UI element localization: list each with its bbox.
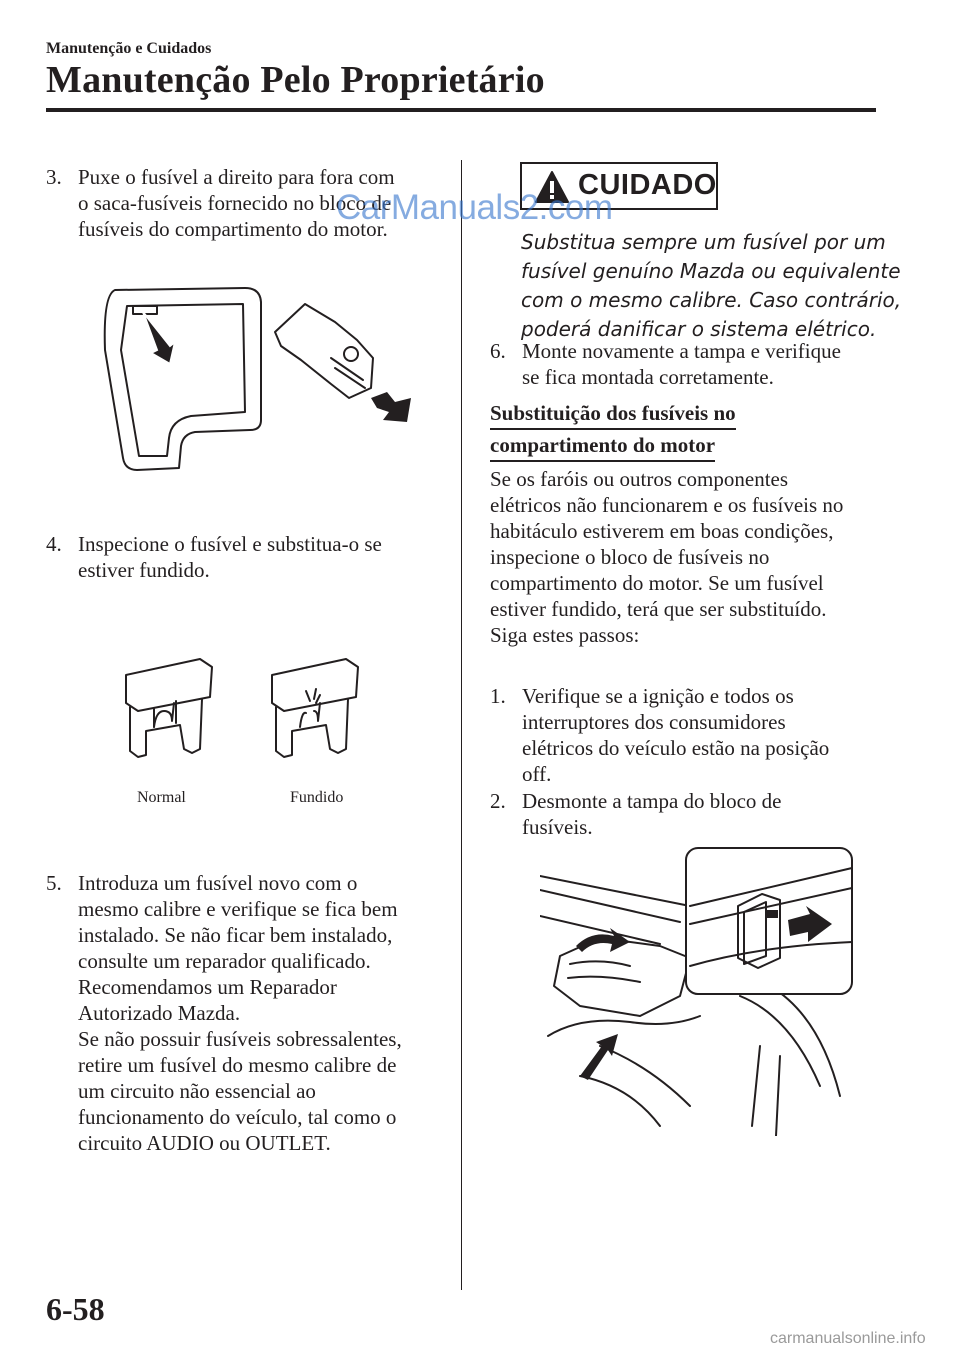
paragraph-line: elétricos não funcionarem e os fusíveis no	[490, 493, 844, 517]
step-number: 1.	[490, 684, 506, 708]
step-line: Verifique se a ignição e todos os	[522, 684, 794, 708]
step-number: 6.	[490, 339, 506, 363]
caution-line: fusível genuíno Mazda ou equivalente	[521, 259, 901, 283]
step-line: um circuito não essencial ao	[78, 1079, 316, 1103]
caution-label: CUIDADO	[578, 169, 717, 201]
fuse-block-cover-illustration	[540, 846, 860, 1136]
step-line: se fica montada corretamente.	[522, 365, 774, 389]
step-text	[522, 788, 782, 840]
step-text	[78, 870, 402, 1156]
step-line: Introduza um fusível novo com o	[78, 871, 358, 895]
step-line: mesmo calibre e verifique se fica bem	[78, 897, 398, 921]
step-line: Recomendamos um Reparador	[78, 975, 337, 999]
step-line: elétricos do veículo estão na posição	[522, 736, 830, 760]
step-line: estiver fundido.	[78, 558, 210, 582]
step-line: Inspecione o fusível e substitua-o se	[78, 532, 382, 556]
step-line: o saca-fusíveis fornecido no bloco de	[78, 191, 392, 215]
fuse-puller-illustration	[95, 280, 425, 500]
step-line: funcionamento do veículo, tal como o	[78, 1105, 397, 1129]
paragraph-line: Se os faróis ou outros componentes	[490, 467, 789, 491]
paragraph-line: habitáculo estiverem em boas condições,	[490, 519, 834, 543]
footer-watermark: carmanualsonline.info	[770, 1330, 926, 1347]
paragraph-line: estiver fundido, terá que ser substituído.	[490, 597, 827, 621]
step-line: retire um fusível do mesmo calibre de	[78, 1053, 397, 1077]
section-label: Manutenção e Cuidados	[46, 40, 212, 57]
step-line: instalado. Se não ficar bem instalado,	[78, 923, 393, 947]
caution-line: Substitua sempre um fusível por um	[521, 230, 886, 254]
step-line: circuito AUDIO ou OUTLET.	[78, 1131, 331, 1155]
step-line: Desmonte a tampa do bloco de	[522, 789, 782, 813]
page-number: 6-58	[46, 1291, 105, 1327]
step-text	[522, 683, 829, 787]
paragraph-line: compartimento do motor. Se um fusível	[490, 571, 824, 595]
blown-fuse-illustration	[266, 655, 366, 765]
step-line: fusíveis do compartimento do motor.	[78, 217, 388, 241]
step-number: 3.	[46, 165, 62, 189]
section-subheading	[490, 400, 736, 462]
paragraph-line: inspecione o bloco de fusíveis no	[490, 545, 770, 569]
paragraph-line: Siga estes passos:	[490, 623, 640, 647]
intro-paragraph	[490, 466, 843, 648]
step-number: 5.	[46, 871, 62, 895]
normal-fuse-illustration	[120, 655, 220, 765]
page-title: Manutenção Pelo Proprietário	[46, 59, 545, 101]
subheading-line: compartimento do motor	[490, 432, 715, 462]
step-line: consulte um reparador qualificado.	[78, 949, 371, 973]
step-line: off.	[522, 762, 552, 786]
step-text	[78, 531, 382, 583]
watermark: CarManuals2.com	[336, 188, 613, 227]
step-text	[522, 338, 841, 390]
step-line: Se não possuir fusíveis sobressalentes,	[78, 1027, 402, 1051]
step-line: Puxe o fusível a direito para fora com	[78, 165, 395, 189]
step-number: 4.	[46, 532, 62, 556]
caution-line: com o mesmo calibre. Caso contrário,	[521, 288, 902, 312]
title-rule	[46, 108, 876, 112]
normal-fuse-caption: Normal	[137, 789, 186, 806]
column-divider	[461, 160, 462, 1290]
step-line: Autorizado Mazda.	[78, 1001, 241, 1025]
caution-text	[521, 228, 901, 344]
step-line: fusíveis.	[522, 815, 593, 839]
subheading-line: Substituição dos fusíveis no	[490, 400, 736, 430]
caution-line: poderá danificar o sistema elétrico.	[521, 317, 877, 341]
step-line: Monte novamente a tampa e verifique	[522, 339, 841, 363]
step-line: interruptores dos consumidores	[522, 710, 786, 734]
step-number: 2.	[490, 789, 506, 813]
blown-fuse-caption: Fundido	[290, 789, 344, 806]
